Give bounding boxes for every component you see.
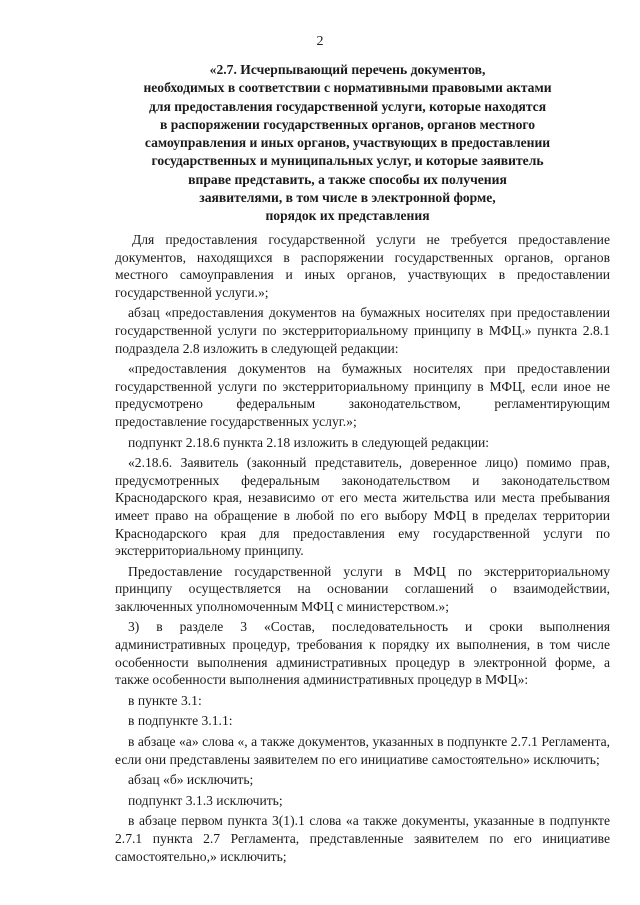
heading-line: порядок их представления	[265, 208, 430, 224]
heading-line: для предоставления государственной услуги, которые находятся	[148, 98, 547, 114]
paragraph: подпункт 2.18.6 пункта 2.18 изложить в следующей редакции:	[128, 434, 490, 450]
heading-line: необходимых в соответствии с нормативными правовыми актами	[143, 80, 552, 96]
paragraph: подпункт 3.1.3 исключить;	[128, 792, 283, 808]
paragraph: «предоставления документов на бумажных носителях при предоставлении государственной услуги по экстерриториальному принципу в МФЦ, если иное не предусмотрено федеральным законодательством, регламентирующим предоставление государственных услуг.»;	[115, 361, 610, 429]
heading-line: заявителями, в том числе в электронной форме,	[199, 190, 496, 206]
paragraph: 3) в разделе 3 «Состав, последовательность и сроки выполнения административных процедур, требования к порядку их выполнения, в том числе особенности выполнения административных процедур в электронной форме, а также особенности выполнения административных процедур в МФЦ»:	[115, 619, 610, 688]
heading-line: в распоряжении государственных органов, органов местного	[159, 116, 536, 132]
paragraph: Для предоставления государственной услуги не требуется предоставление документов, находящихся в распоряжении государственных органов, органов местного самоуправления и иных органов, участвующих в предоставлении государственной услуги.»;	[115, 232, 610, 300]
paragraph: Предоставление государственной услуги в МФЦ по экстерриториальному принципу осуществляется на основании соглашений о взаимодействии, заключенных уполномоченным МФЦ с министерством.»;	[115, 563, 610, 614]
page-number: 2	[316, 34, 324, 49]
paragraph: абзац «б» исключить;	[128, 772, 254, 788]
heading-line: вправе представить, а также способы их получения	[188, 171, 507, 187]
heading-line: «2.7. Исчерпывающий перечень документов,	[209, 62, 486, 77]
document-body	[115, 231, 610, 868]
heading-line: самоуправления и иных органов, участвующих в предоставлении	[144, 135, 551, 151]
section-heading	[110, 61, 585, 226]
paragraph: в подпункте 3.1.1:	[128, 713, 233, 729]
paragraph: «2.18.6. Заявитель (законный представитель, доверенное лицо) помимо прав, предусмотренных федеральным законодательством и законодательством Краснодарского края, независимо от его места жительства или места пребывания имеет право на обращение в любой по его выбору МФЦ в пределах территории Краснодарского края для предоставления ему государственной услуги по экстерриториальному принципу.	[115, 455, 610, 559]
paragraph: абзац «предоставления документов на бумажных носителях при предоставлении государственной услуги по экстерриториальному принципу в МФЦ.» пункта 2.8.1 подраздела 2.8 изложить в следующей редакции:	[115, 305, 610, 356]
paragraph: в абзаце «а» слова «, а также документов, указанных в подпункте 2.7.1 Регламента, если они представлены заявителем по его инициативе самостоятельно» исключить;	[115, 734, 610, 767]
paragraph: в абзаце первом пункта 3(1).1 слова «а также документы, указанные в подпункте 2.7.1 пункта 2.7 Регламента, представленные заявителем по его инициативе самостоятельно,» исключить;	[115, 813, 610, 864]
paragraph: в пункте 3.1:	[128, 692, 202, 708]
heading-line: государственных и муниципальных услуг, и которые заявитель	[151, 153, 544, 169]
